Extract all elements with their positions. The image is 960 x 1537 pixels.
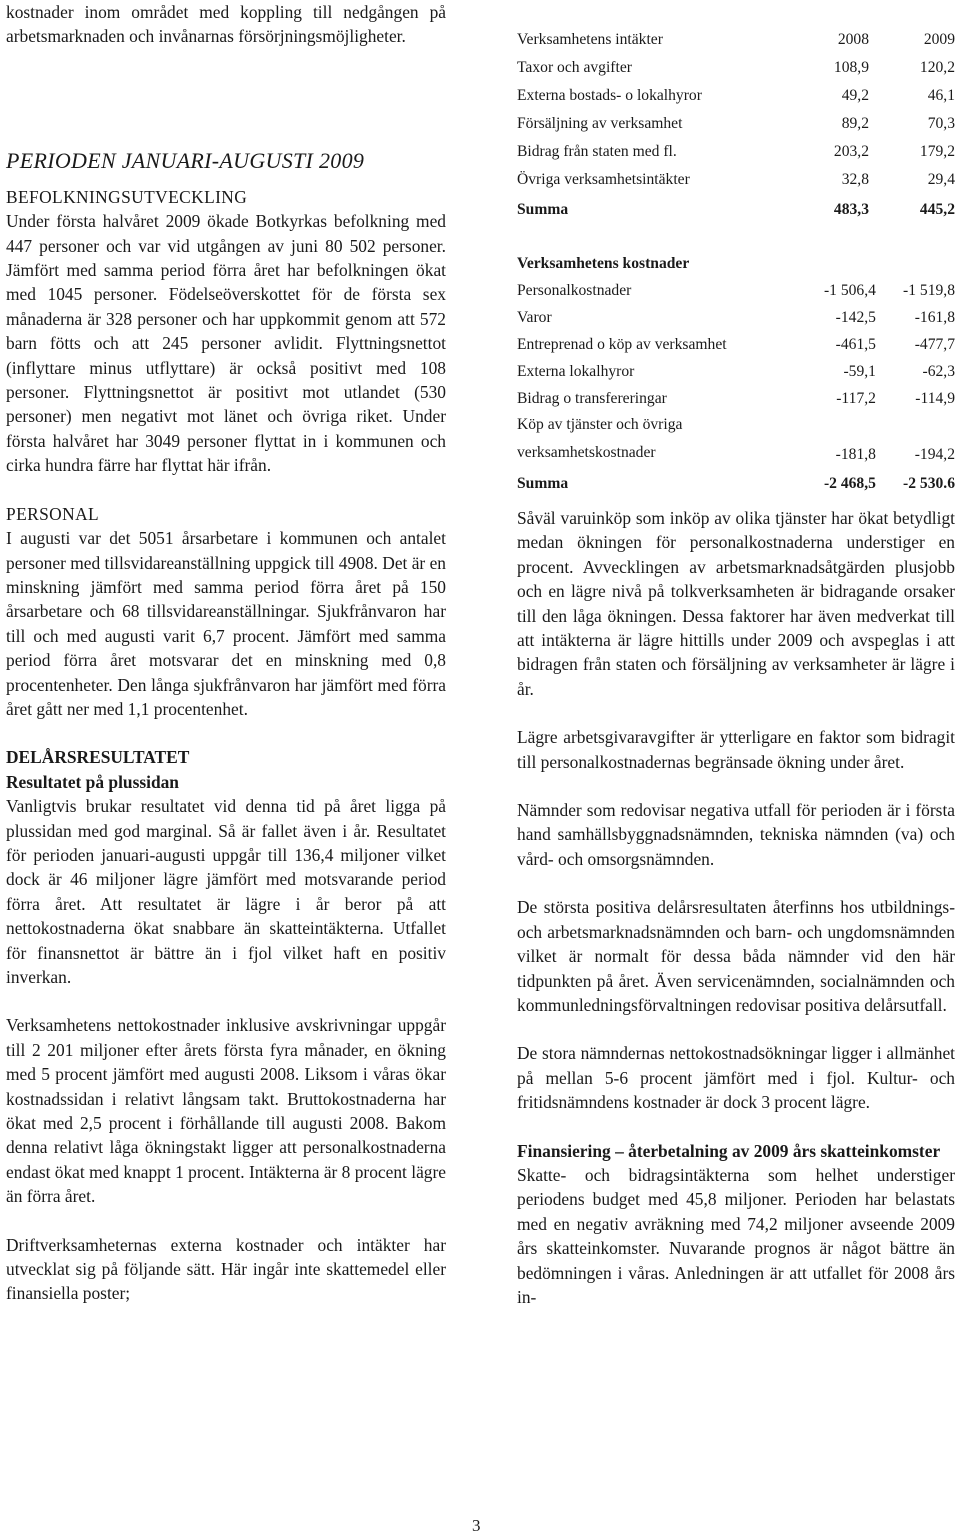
- drift-paragraph: Driftverksamheternas externa kostnader och intäkter har utvecklat sig på följande sätt. Här ingår inte skattemedel eller finansiella poster;: [6, 1234, 446, 1304]
- cost-header-label: Verksamhetens kostnader: [517, 254, 690, 272]
- table-row: [517, 52, 955, 80]
- row-label: Bidrag o transfereringar: [517, 389, 667, 407]
- row-value-2008: -461,5: [835, 335, 876, 353]
- row-label: Köp av tjänster och övriga verksamhetskostnader: [517, 416, 683, 461]
- row-value-2009: 179,2: [919, 142, 955, 160]
- row-label: Taxor och avgifter: [517, 58, 632, 76]
- personal-paragraph: I augusti var det 5051 årsarbetare i kommunen och antalet personer med tillsvidareanställning uppgick till 4908. Det är en minskning jämfört med samma period förra året på 150 årsarbetare och 68 tillsvidareanställningar. Sjukfrånvaron har till och med augusti varit 6,7 procent. Jämfört med samma period förra året motsvarar det en minskning med 0,8 procentenheter. Den långa sjukfrånvaron har jämfört med förra året gått ner med 1,1 procentenhet.: [6, 528, 446, 719]
- row-value-2008: -59,1: [843, 362, 876, 380]
- row-label: Försäljning av verksamhet: [517, 114, 683, 132]
- income-table: [517, 24, 955, 222]
- income-sum-row: [517, 192, 955, 222]
- income-header-2009: 2009: [923, 30, 955, 48]
- row-value-2009: -1 519,8: [903, 281, 955, 299]
- row-value-2009: -477,7: [914, 335, 955, 353]
- income-header-row: [517, 24, 955, 52]
- row-value-2009: -114,9: [915, 389, 955, 407]
- positiva-resultat-paragraph: De största positiva delårsresultaten återfinns hos utbildnings- och arbetsmarknadsnämnden och barn- och ungdomsnämnden vilket är normalt för dessa båda nämnder vid den här tidpunkten på året. Även servicenämnden, socialnämnden och kommunledningsförvaltningen redovisar positiva delårsutfall.: [517, 897, 955, 1015]
- kostnad-paragraph-1: Såväl varuinköp som inköp av olika tjänster har ökat betydligt medan ökningen för personalkostnaderna understiger en procent. Avvecklingen av arbetsmarknadsåtgärden plusjobb och en lägre nivå på tolkverksamheten är bidragande orsaker till den låga ökningen. Dessa faktorer har även medverkat till att intäkterna är lägre hittills under 2009 och avspeglas i att bidragen från staten och försäljning av verksamheter är lägre i år.: [517, 508, 955, 699]
- row-value-2008: 49,2: [841, 86, 869, 104]
- row-value-2009: -161,8: [914, 308, 955, 326]
- row-value-2009: 46,1: [927, 86, 955, 104]
- row-label: Övriga verksamhetsintäkter: [517, 170, 690, 188]
- nettokostnadsokning-paragraph: De stora nämndernas nettokostnadsökningar ligger i allmänhet på mellan 5-6 procent jämfört med i fjol. Kultur- och fritidsnämndens kostnader är dock 3 procent lägre.: [517, 1043, 955, 1113]
- table-row: [517, 384, 955, 411]
- row-label: Entreprenad o köp av verksamhet: [517, 336, 727, 353]
- personal-heading: PERSONAL: [6, 503, 100, 524]
- cost-sum-row: [517, 467, 955, 496]
- income-header-label: Verksamhetens intäkter: [517, 30, 663, 48]
- table-row: [517, 411, 955, 467]
- finansiering-heading: Finansiering – återbetalning av 2009 års skatteinkomster: [517, 1140, 941, 1161]
- page-number: 3: [472, 1516, 481, 1535]
- row-value-2009: 70,3: [927, 114, 955, 132]
- table-row: [517, 303, 955, 330]
- row-value-2008: -1 506,4: [823, 281, 876, 299]
- plussidan-paragraph: Vanligtvis brukar resultatet vid denna tid på året ligga på plussidan med god marginal. Så är fallet även i år. Resultatet för perioden januari-augusti uppgår till 136,4 miljoner vilket dock är 46 miljoner lägre jämfört med motsvarande period förra året. Att resultatet är lägre i år beror på att nettokostnaderna ökat snabbare än skatteintäkterna. Utfallet för finansnettot är bättre än i fjol vilket haft en positiv inverkan.: [6, 796, 446, 987]
- sum-value-2008: 483,3: [833, 200, 869, 218]
- cost-table: [517, 246, 955, 496]
- row-value-2008: 89,2: [841, 114, 869, 132]
- finansiering-paragraph: Skatte- och bidragsintäkterna som helhet understiger periodens budget med 45,8 miljoner. Perioden har belastats med en negativ avräkning med 74,2 miljoner avseende 2009 års skatteinkomster. Nuvarande prognos är något bättre än bedömningen i våras. Anledningen är att utfallet för 2008 års in-: [517, 1164, 955, 1307]
- table-row: [517, 330, 955, 357]
- kostnad-paragraph-2: Lägre arbetsgivaravgifter är ytterligare en faktor som bidragit till personalkostnadernas begränsade ökning under året.: [517, 727, 955, 772]
- row-label: Externa lokalhyror: [517, 362, 635, 380]
- row-value-2008: -117,2: [836, 389, 876, 407]
- row-value-2008: -142,5: [835, 308, 876, 326]
- period-heading: PERIODEN JANUARI-AUGUSTI 2009: [6, 147, 365, 173]
- row-value-2009: -194,2: [914, 445, 955, 463]
- table-row: [517, 276, 955, 303]
- nettokostnad-paragraph: Verksamhetens nettokostnader inklusive avskrivningar uppgår till 2 201 miljoner efter årets första fyra månader, en ökning med 5 procent jämfört med augusti 2008. Liksom i våras ökar kostnadssidan i relativt långsam takt. Bruttokostnaderna har ökat med 2,5 procent i förhållande till augusti 2008. Bakom denna relativt låga ökningstakt ligger att personalkostnaderna endast ökat med knappt 1 procent. Intäkterna är 8 procent lägre än förra året.: [6, 1015, 446, 1207]
- income-header-2008: 2008: [837, 30, 869, 48]
- befolkning-heading: BEFOLKNINGSUTVECKLING: [6, 186, 248, 207]
- table-row: [517, 136, 955, 164]
- row-label: Varor: [517, 308, 552, 326]
- row-value-2008: 32,8: [841, 170, 869, 188]
- row-label: Personalkostnader: [517, 281, 632, 299]
- sum-value-2008: -2 468,5: [823, 474, 876, 492]
- intro-paragraph: kostnader inom området med koppling till nedgången på arbetsmarknaden och invånarnas försörjningsmöjligheter.: [6, 2, 446, 47]
- sum-label: Summa: [517, 200, 569, 218]
- befolkning-paragraph: Under första halvåret 2009 ökade Botkyrkas befolkning med 447 personer och var vid utgången av juni 80 502 personer. Jämfört med samma period förra året har befolkningen ökat med 1045 personer. Födelseöverskottet för de första sex månaderna är 328 personer och har uppkommit genom att 572 barn fötts och att 245 personer avlidit. Flyttningsnettot (inflyttare minus utflyttare) är också positivt med 108 personer. Flyttningsnettot är positivt mot utlandet (530 personer) men negativt mot länet och övriga riket. Under första halvåret har 3049 personer flyttat in i kommunen och cirka hundra färre har flyttat här ifrån.: [6, 211, 446, 476]
- delarsresultat-heading: DELÅRSRESULTATET: [6, 747, 190, 768]
- row-value-2008: 108,9: [833, 58, 869, 76]
- row-value-2009: 120,2: [919, 58, 955, 76]
- table-row: [517, 80, 955, 108]
- row-value-2008: -181,8: [835, 445, 876, 463]
- row-label: Bidrag från staten med fl.: [517, 142, 677, 160]
- plussidan-heading: Resultatet på plussidan: [6, 771, 179, 792]
- right-column: [517, 0, 955, 1309]
- left-column: [6, 0, 446, 1306]
- row-label: Externa bostads- o lokalhyror: [517, 86, 702, 104]
- sum-value-2009: -2 530.6: [903, 474, 955, 492]
- row-value-2009: -62,3: [922, 362, 955, 380]
- table-row: [517, 357, 955, 384]
- table-row: [517, 164, 955, 192]
- row-value-2009: 29,4: [927, 170, 955, 188]
- row-value-2008: 203,2: [833, 142, 869, 160]
- cost-header-row: [517, 246, 955, 276]
- table-row: [517, 108, 955, 136]
- sum-value-2009: 445,2: [919, 200, 955, 218]
- namnder-paragraph: Nämnder som redovisar negativa utfall för perioden är i första hand samhällsbyggnadsnämnden, tekniska nämnden (va) och vård- och omsorgsnämnden.: [517, 800, 955, 869]
- sum-label: Summa: [517, 474, 569, 492]
